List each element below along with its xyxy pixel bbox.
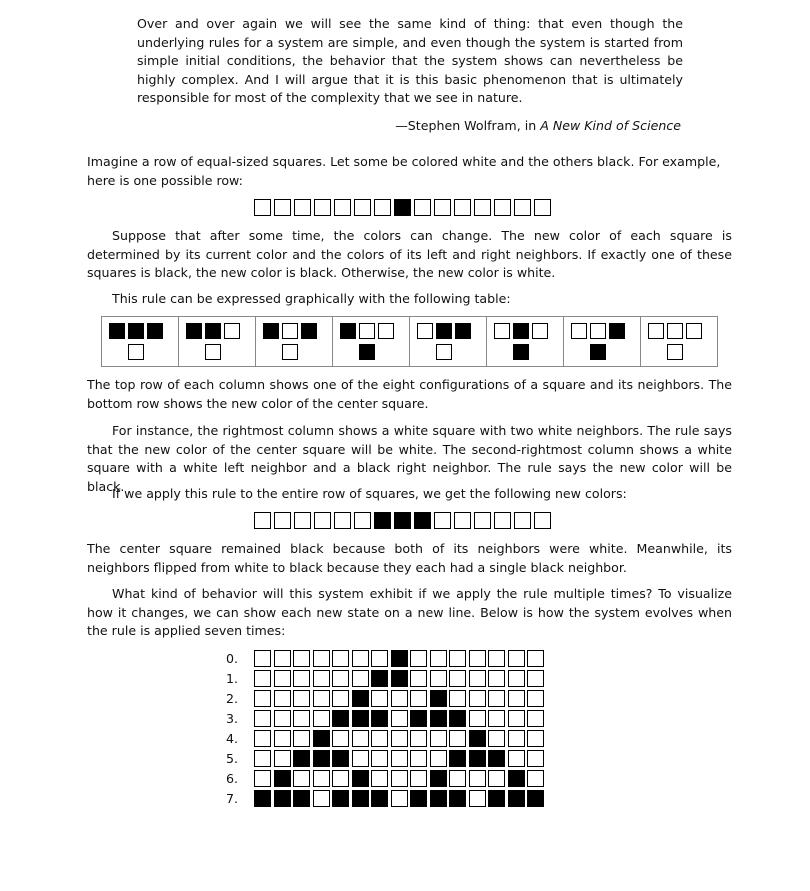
book-title: A New Kind of Science	[540, 118, 681, 133]
black-square	[374, 512, 391, 529]
white-square	[371, 690, 388, 707]
white-square	[449, 730, 466, 747]
rule-configuration	[571, 323, 628, 339]
white-square	[254, 650, 271, 667]
black-square	[371, 790, 388, 807]
evolution-row	[226, 770, 547, 790]
black-square	[449, 750, 466, 767]
white-square	[667, 344, 683, 360]
black-square	[254, 790, 271, 807]
black-square	[410, 710, 427, 727]
rule-column	[333, 317, 410, 367]
white-square	[254, 710, 271, 727]
white-square	[527, 770, 544, 787]
white-square	[334, 199, 351, 216]
white-square	[274, 730, 291, 747]
black-square	[508, 770, 525, 787]
white-square	[590, 323, 606, 339]
black-square	[274, 770, 291, 787]
white-square	[454, 199, 471, 216]
paragraph-evolution: What kind of behavior will this system exhibit if we apply the rule multiple times? To visualize how it changes, we can show each new state on a new line. Below is how the system evolves when the rule is applied seven times:	[87, 586, 732, 639]
white-square	[494, 323, 510, 339]
white-square	[254, 730, 271, 747]
white-square	[430, 650, 447, 667]
white-square	[313, 650, 330, 667]
paragraph-apply: If we apply this rule to the entire row of squares, we get the following new colors:	[112, 486, 627, 501]
white-square	[508, 650, 525, 667]
white-square	[391, 730, 408, 747]
white-square	[314, 512, 331, 529]
white-square	[352, 750, 369, 767]
rule-result	[590, 344, 606, 360]
black-square	[410, 790, 427, 807]
white-square	[224, 323, 240, 339]
black-square	[332, 750, 349, 767]
black-square	[414, 512, 431, 529]
white-square	[391, 770, 408, 787]
white-square	[274, 650, 291, 667]
step-label: 5.	[226, 751, 239, 766]
black-square	[436, 323, 452, 339]
white-square	[469, 650, 486, 667]
rule-column	[410, 317, 487, 367]
white-square	[434, 512, 451, 529]
black-square	[430, 710, 447, 727]
black-square	[263, 323, 279, 339]
white-square	[313, 790, 330, 807]
white-square	[410, 730, 427, 747]
rule-result	[205, 344, 221, 360]
black-square	[205, 323, 221, 339]
white-square	[254, 690, 271, 707]
white-square	[571, 323, 587, 339]
white-square	[205, 344, 221, 360]
paragraph-center: The center square remained black because both of its neighbors were white. Meanwhile, its neighbors flipped from white to black because they each had a single black neighbor.	[87, 541, 732, 575]
black-square	[590, 344, 606, 360]
white-square	[527, 690, 544, 707]
white-square	[274, 670, 291, 687]
step-label: 4.	[226, 731, 239, 746]
white-square	[474, 512, 491, 529]
black-square	[293, 750, 310, 767]
white-square	[314, 199, 331, 216]
white-square	[527, 730, 544, 747]
black-square	[371, 710, 388, 727]
quote-attribution: —Stephen Wolfram, in A New Kind of Science	[395, 118, 681, 133]
rule-result	[359, 344, 375, 360]
rule-result	[513, 344, 529, 360]
white-square	[313, 690, 330, 707]
white-square	[371, 650, 388, 667]
evolution-row	[226, 710, 547, 730]
white-square	[282, 323, 298, 339]
step-label: 1.	[226, 671, 239, 686]
step-label: 7.	[226, 791, 239, 806]
white-square	[359, 323, 375, 339]
white-square	[410, 770, 427, 787]
white-square	[293, 690, 310, 707]
step-label: 3.	[226, 711, 239, 726]
white-square	[534, 512, 551, 529]
rule-column	[641, 317, 718, 367]
white-square	[410, 750, 427, 767]
white-square	[332, 770, 349, 787]
black-square	[109, 323, 125, 339]
white-square	[274, 710, 291, 727]
black-square	[128, 323, 144, 339]
white-square	[410, 670, 427, 687]
black-square	[352, 790, 369, 807]
white-square	[417, 323, 433, 339]
white-square	[514, 199, 531, 216]
rule-result	[128, 344, 144, 360]
black-square	[352, 710, 369, 727]
white-square	[508, 730, 525, 747]
rule-column	[102, 317, 179, 367]
white-square	[352, 650, 369, 667]
white-square	[352, 730, 369, 747]
white-square	[294, 199, 311, 216]
rule-table	[101, 316, 718, 367]
white-square	[488, 730, 505, 747]
white-square	[527, 650, 544, 667]
white-square	[293, 670, 310, 687]
rule-configuration	[109, 323, 166, 339]
black-square	[147, 323, 163, 339]
rule-configuration	[340, 323, 397, 339]
white-square	[508, 750, 525, 767]
white-square	[254, 512, 271, 529]
black-square	[469, 730, 486, 747]
white-square	[488, 650, 505, 667]
white-square	[274, 199, 291, 216]
rule-result	[282, 344, 298, 360]
rule-result	[667, 344, 683, 360]
black-square	[352, 690, 369, 707]
white-square	[410, 650, 427, 667]
black-square	[469, 750, 486, 767]
white-square	[391, 690, 408, 707]
white-square	[449, 690, 466, 707]
white-square	[282, 344, 298, 360]
white-square	[128, 344, 144, 360]
rule-configuration	[186, 323, 243, 339]
white-square	[430, 730, 447, 747]
step-label: 2.	[226, 691, 239, 706]
white-square	[313, 710, 330, 727]
white-square	[454, 512, 471, 529]
paragraph-table-intro: This rule can be expressed graphically with the following table:	[112, 291, 511, 306]
step-label: 6.	[226, 771, 239, 786]
paragraph-rule: Suppose that after some time, the colors can change. The new color of each square is determined by its current color and the colors of its left and right neighbors. If exactly one of these squares is black, the new color is black. Otherwise, the new color is white.	[87, 228, 732, 281]
white-square	[371, 750, 388, 767]
black-square	[508, 790, 525, 807]
black-square	[391, 650, 408, 667]
white-square	[469, 690, 486, 707]
white-square	[371, 730, 388, 747]
paragraph-example: For instance, the rightmost column shows a white square with two white neighbors. The rule says that the new color of the center square will be white. The second-rightmost column shows a white square with a white left neighbor and a black right neighbor. The rule says the new color will be black.	[87, 423, 732, 494]
black-square	[332, 790, 349, 807]
white-square	[449, 650, 466, 667]
black-square	[449, 710, 466, 727]
black-square	[449, 790, 466, 807]
white-square	[508, 710, 525, 727]
black-square	[293, 790, 310, 807]
rule-configuration	[648, 323, 705, 339]
white-square	[527, 710, 544, 727]
rule-configuration	[263, 323, 320, 339]
white-square	[508, 670, 525, 687]
white-square	[334, 512, 351, 529]
white-square	[274, 512, 291, 529]
black-square	[455, 323, 471, 339]
initial-row	[254, 199, 554, 217]
black-square	[488, 790, 505, 807]
paragraph-intro: Imagine a row of equal-sized squares. Let some be colored white and the others black. For example, here is one possible row:	[87, 154, 721, 188]
black-square	[394, 199, 411, 216]
white-square	[488, 710, 505, 727]
white-square	[391, 790, 408, 807]
evolution-row	[226, 730, 547, 750]
step-label: 0.	[226, 651, 239, 666]
white-square	[293, 770, 310, 787]
evolution-row	[226, 790, 547, 810]
black-square	[430, 690, 447, 707]
black-square	[340, 323, 356, 339]
white-square	[332, 690, 349, 707]
white-square	[648, 323, 664, 339]
white-square	[254, 750, 271, 767]
epigraph-quote: Over and over again we will see the same kind of thing: that even though the underlying rules for a system are simple, and even though the system is started from simple initial conditions, the behavior that the system shows can nevertheless be highly complex. And I will argue that it is this basic phenomenon that is ultimately responsible for most of the complexity that we see in nature.	[137, 16, 683, 106]
black-square	[301, 323, 317, 339]
white-square	[534, 199, 551, 216]
rule-column	[179, 317, 256, 367]
white-square	[469, 770, 486, 787]
white-square	[414, 199, 431, 216]
white-square	[352, 670, 369, 687]
white-square	[474, 199, 491, 216]
black-square	[186, 323, 202, 339]
evolution-row	[226, 750, 547, 770]
black-square	[313, 730, 330, 747]
white-square	[313, 770, 330, 787]
rule-configuration	[494, 323, 551, 339]
white-square	[667, 323, 683, 339]
white-square	[391, 710, 408, 727]
white-square	[430, 670, 447, 687]
black-square	[513, 323, 529, 339]
evolution-row	[226, 690, 547, 710]
white-square	[354, 512, 371, 529]
black-square	[394, 512, 411, 529]
white-square	[332, 730, 349, 747]
white-square	[449, 770, 466, 787]
white-square	[254, 199, 271, 216]
white-square	[532, 323, 548, 339]
white-square	[293, 730, 310, 747]
white-square	[294, 512, 311, 529]
white-square	[434, 199, 451, 216]
white-square	[293, 650, 310, 667]
black-square	[313, 750, 330, 767]
next-row	[254, 512, 554, 530]
white-square	[274, 690, 291, 707]
white-square	[293, 710, 310, 727]
black-square	[274, 790, 291, 807]
white-square	[274, 750, 291, 767]
rule-configuration	[417, 323, 474, 339]
paragraph-table-explain: The top row of each column shows one of the eight configurations of a square and its neighbors. The bottom row shows the new color of the center square.	[87, 377, 732, 411]
white-square	[254, 670, 271, 687]
black-square	[527, 790, 544, 807]
white-square	[488, 770, 505, 787]
white-square	[430, 750, 447, 767]
evolution-row	[226, 670, 547, 690]
black-square	[332, 710, 349, 727]
rule-result	[436, 344, 452, 360]
black-square	[371, 670, 388, 687]
white-square	[449, 670, 466, 687]
white-square	[436, 344, 452, 360]
white-square	[371, 770, 388, 787]
white-square	[332, 670, 349, 687]
black-square	[513, 344, 529, 360]
white-square	[508, 690, 525, 707]
white-square	[332, 650, 349, 667]
white-square	[469, 710, 486, 727]
white-square	[469, 790, 486, 807]
white-square	[313, 670, 330, 687]
white-square	[488, 690, 505, 707]
white-square	[527, 750, 544, 767]
white-square	[527, 670, 544, 687]
white-square	[469, 670, 486, 687]
evolution-grid	[226, 650, 547, 810]
black-square	[430, 790, 447, 807]
white-square	[514, 512, 531, 529]
black-square	[488, 750, 505, 767]
white-square	[494, 199, 511, 216]
black-square	[609, 323, 625, 339]
white-square	[254, 770, 271, 787]
black-square	[391, 670, 408, 687]
white-square	[378, 323, 394, 339]
black-square	[430, 770, 447, 787]
white-square	[354, 199, 371, 216]
black-square	[352, 770, 369, 787]
white-square	[410, 690, 427, 707]
white-square	[374, 199, 391, 216]
white-square	[391, 750, 408, 767]
black-square	[359, 344, 375, 360]
white-square	[686, 323, 702, 339]
evolution-row	[226, 650, 547, 670]
rule-column	[256, 317, 333, 367]
white-square	[488, 670, 505, 687]
white-square	[494, 512, 511, 529]
rule-column	[487, 317, 564, 367]
rule-column	[564, 317, 641, 367]
